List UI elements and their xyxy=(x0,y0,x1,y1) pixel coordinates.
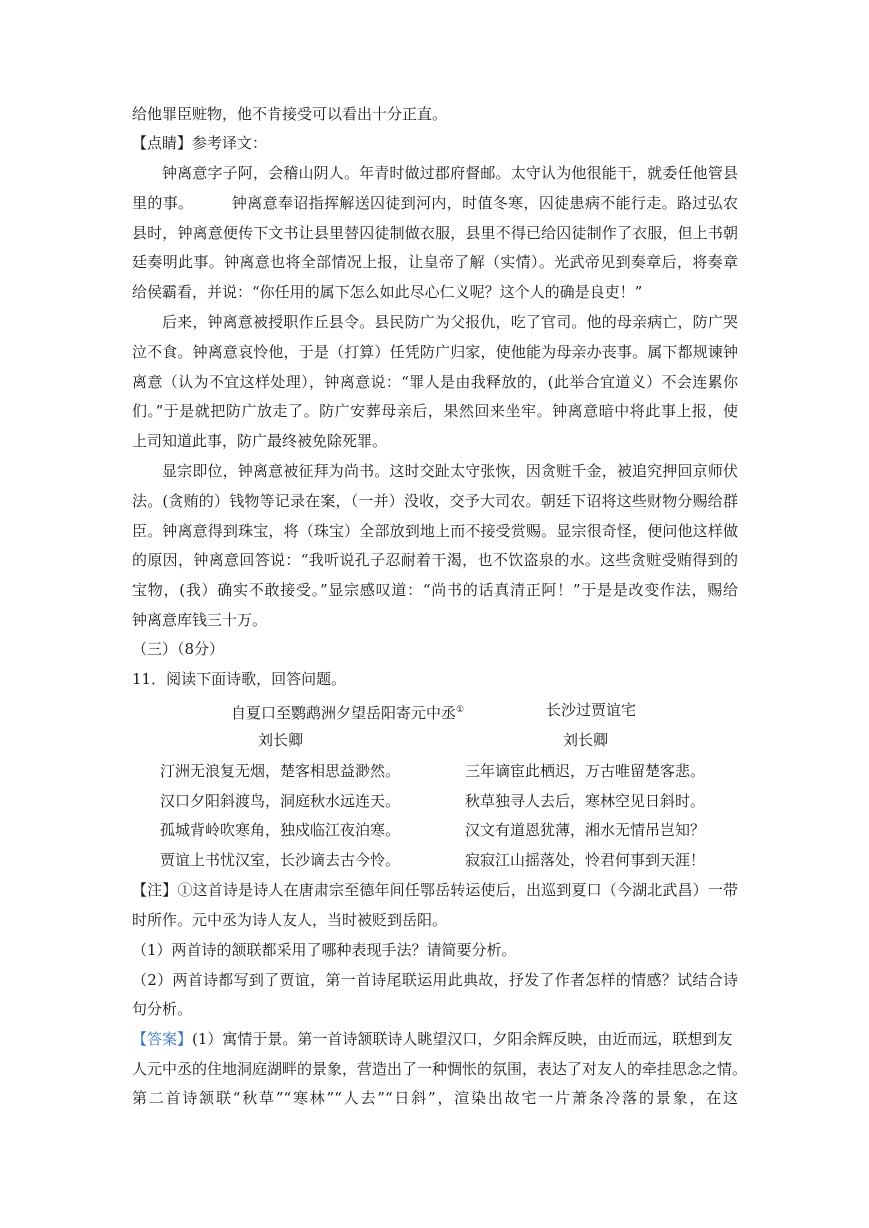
text-line: 们。”于是就把防广放走了。防广安葬母亲后，果然回来坐牢。钟离意暗中将此事上报，使 xyxy=(132,402,738,420)
poem-left-line: 孤城背岭吹寒角，独戍临江夜泊寒。 xyxy=(160,821,401,839)
section-heading-dianjing: 【点睛】参考译文： xyxy=(132,134,268,152)
answer-line: 第二首诗颔联“秋草”“寒林”“人去”“日斜”，渲染出故宅一片萧条冷落的景象，在这 xyxy=(132,1089,738,1107)
footnote-line: 时所作。元中丞为诗人友人，当时被贬到岳阳。 xyxy=(132,911,448,929)
poem-right-line: 三年谪宦此栖迟，万古唯留楚客悲。 xyxy=(465,762,706,780)
answer-text: (1）寓情于景。第一首诗颔联诗人眺望汉口，夕阳余辉反映，由近而远，联想到友 xyxy=(192,1030,733,1048)
answer-line: 人元中丞的住地洞庭湖畔的景象，营造出了一种惆怅的氛围，表达了对友人的牵挂思念之情。 xyxy=(132,1060,748,1078)
text-line: 后来，钟离意被授职作丘县令。县民防广为父报仇，吃了官司。他的母亲病亡，防广哭 xyxy=(162,313,738,331)
footnote-line: 【注】①这首诗是诗人在唐肃宗至德年间任鄂岳转运使后，出巡到夏口（今湖北武昌）一带 xyxy=(132,881,738,899)
poem-right-author: 刘长卿 xyxy=(563,731,609,749)
poem-left-title xyxy=(231,700,464,723)
footnote-marker: ① xyxy=(456,705,465,715)
text-line: 里的事。 钟离意奉诏指挥解送囚徒到河内，时值冬寒，囚徒患病不能行走。路过弘农 xyxy=(132,194,738,212)
poem-left-line: 贾谊上书忧汉室，长沙谪去古今怜。 xyxy=(160,851,401,869)
text-line: 县时，钟离意便传下文书让县里替囚徒制做衣服，县里不得已给囚徒制作了衣服，但上书朝 xyxy=(132,224,738,242)
answer-line xyxy=(132,1029,738,1049)
text-line: 钟离意字子阿，会稽山阴人。年青时做过郡府督邮。太守认为他很能干，就委任他管县 xyxy=(162,164,738,182)
question-11-prompt: 11．阅读下面诗歌，回答问题。 xyxy=(132,670,347,688)
text-line: 臣。钟离意得到珠宝，将（珠宝）全部放到地上而不接受赏赐。显宗很奇怪，便问他这样做 xyxy=(132,522,738,540)
text-line: 显宗即位，钟离意被征拜为尚书。这时交趾太守张恢，因贪赃千金，被追究押回京师伏 xyxy=(162,462,738,480)
text-line: 给侯霸看，并说：“你任用的属下怎么如此尽心仁义呢？这个人的确是良吏！” xyxy=(132,283,643,301)
text-line: 宝物，(我）确实不敢接受。”显宗感叹道：“尚书的话真清正阿！”于是是改变作法，赐给 xyxy=(132,581,738,599)
poem-left-author: 刘长卿 xyxy=(258,731,304,749)
answer-tag: 【答案】 xyxy=(132,1030,193,1048)
text-line: 泣不食。钟离意哀怜他，于是（打算）任凭防广归家，使他能为母亲办丧事。属下都规谏钟 xyxy=(132,343,738,361)
question-2-continued: 句分析。 xyxy=(132,1000,193,1018)
poem-left-title-text: 自夏口至鹦鹉洲夕望岳阳寄元中丞 xyxy=(231,704,457,722)
text-line: 钟离意库钱三十万。 xyxy=(132,611,268,629)
poem-right-line: 寂寂江山摇落处，怜君何事到天涯！ xyxy=(465,851,706,869)
text-line: 离意（认为不宜这样处理），钟离意说：“罪人是由我释放的，(此举合宜道义）不会连累你 xyxy=(132,373,738,391)
text-line: 给他罪臣赃物，他不肯接受可以看出十分正直。 xyxy=(132,105,448,123)
text-line: 的原因，钟离意回答说：“我听说孔子忍耐着干渴，也不饮盗泉的水。这些贪赃受贿得到的 xyxy=(132,551,738,569)
question-2: （2）两首诗都写到了贾谊，第一首诗尾联运用此典故，抒发了作者怎样的情感？试结合诗 xyxy=(132,971,738,989)
poem-left-line: 汀洲无浪复无烟，楚客相思益渺然。 xyxy=(160,762,401,780)
text-line: 上司知道此事，防广最终被免除死罪。 xyxy=(132,432,388,450)
poem-left-line: 汉口夕阳斜渡鸟，洞庭秋水远连天。 xyxy=(160,792,401,810)
poem-right-line: 秋草独寻人去后，寒林空见日斜时。 xyxy=(465,792,706,810)
poem-right-line: 汉文有道恩犹薄，湘水无情吊岂知？ xyxy=(465,821,706,839)
poem-right-title: 长沙过贾谊宅 xyxy=(546,701,637,719)
text-line: 法。(贪贿的）钱物等记录在案，（一并）没收，交予大司农。朝廷下诏将这些财物分赐给群 xyxy=(132,492,738,510)
text-line: 廷奏明此事。钟离意也将全部情况上报，让皇帝了解（实情）。光武帝见到奏章后，将奏章 xyxy=(132,253,738,271)
question-1: （1）两首诗的颔联都采用了哪种表现手法？请简要分析。 xyxy=(132,941,517,959)
section-heading-part-three: （三）（8分） xyxy=(132,640,225,658)
